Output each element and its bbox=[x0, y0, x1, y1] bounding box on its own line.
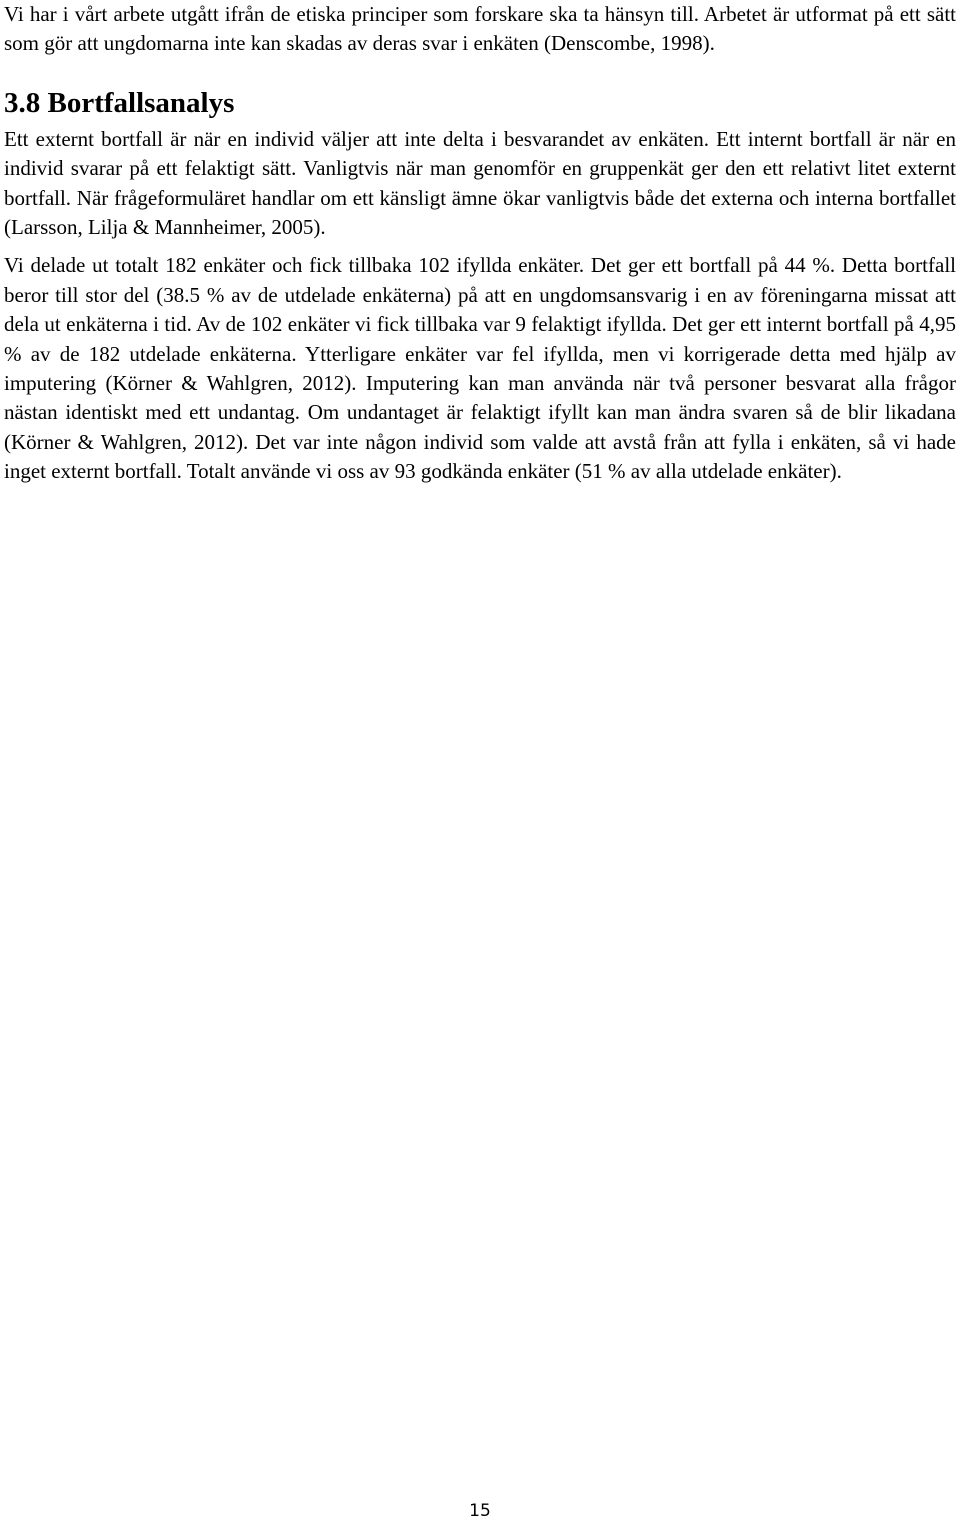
section-heading: 3.8 Bortfallsanalys bbox=[4, 86, 235, 119]
paragraph-bortfall-definition: Ett externt bortfall är när en individ väljer att inte delta i besvarandet av enkäten. Ett internt bortfall är när en individ svarar på ett felaktigt sätt. Vanligtvis när man genomför en gruppenkät ger den ett relativt litet externt bortfall. När frågeformuläret handlar om ett känsligt ämne ökar vanligtvis både det externa och interna bortfallet (Larsson, Lilja & Mannheimer, 2005). bbox=[4, 126, 956, 240]
document-page bbox=[4, 0, 956, 487]
page-number: 15 bbox=[469, 1501, 491, 1521]
intro-paragraph: Vi har i vårt arbete utgått ifrån de etiska principer som forskare ska ta hänsyn till. Arbetet är utformat på ett sätt som gör att ungdomarna inte kan skadas av deras svar i enkäten (Denscombe, 1998). bbox=[4, 2, 956, 56]
paragraph-bortfall-results: Vi delade ut totalt 182 enkäter och fick tillbaka 102 ifyllda enkäter. Det ger ett bortfall på 44 %. Detta bortfall beror till stor del (38.5 % av de utdelade enkäterna) på att en ungdomsansvarig i en av föreningarna missat att dela ut enkäterna i tid. Av de 102 enkäter vi fick tillbaka var 9 felaktigt ifyllda. Det ger ett internt bortfall på 4,95 % av de 182 utdelade enkäterna. Ytterligare enkäter var fel ifyllda, men vi korrigerade detta med hjälp av imputering (Körner & Wahlgren, 2012). Imputering kan man använda när två personer besvarat alla frågor nästan identiskt med ett undantag. Om undantaget är felaktigt ifyllt kan man ändra svaren så de blir likadana (Körner & Wahlgren, 2012). Det var inte någon individ som valde att avstå från att fylla i enkäten, så vi hade inget externt bortfall. Totalt använde vi oss av 93 godkända enkäter (51 % av alla utdelade enkäter). bbox=[4, 253, 956, 484]
